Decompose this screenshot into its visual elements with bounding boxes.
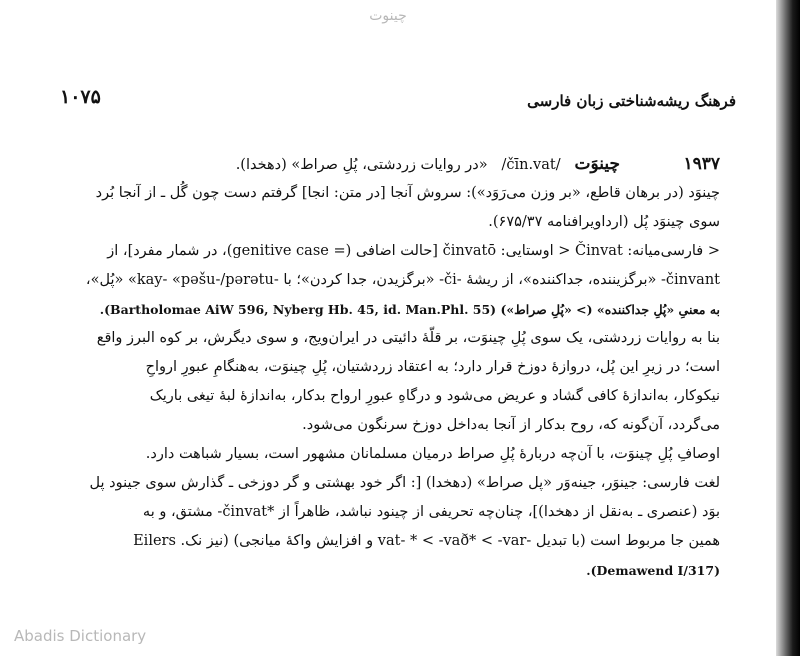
- text-line: بوَد (عنصری ـ به‌نقل از دهخدا)]، چنان‌چه تحریفی از چینود نباشد، ظاهراً از *činvat- مشتق، و به: [142, 504, 720, 520]
- headword: چینوَت: [574, 154, 620, 174]
- text-line: می‌گردد، آن‌گونه که، روح بدکار از آنجا به‌داخل دوزخ سرنگون می‌شود.: [302, 417, 720, 433]
- page-number: ۱۰۷۵: [60, 86, 101, 108]
- watermark: Abadis Dictionary: [14, 627, 147, 645]
- transcription: /čīn.vat/: [501, 157, 561, 173]
- entry-number: ۱۹۳۷: [683, 154, 720, 174]
- text-line: لغت فارسی: جینوَر، جینه‌وَر «پل صراط» (دهخدا) [: اگر خود بهشتی و گر دوزخی ـ گذارش سوی جینود پل: [89, 475, 720, 491]
- entry-headline: [236, 150, 620, 180]
- entry-heading: [42, 150, 720, 179]
- text-line: به معنیِ «پُلِ جداکننده» (> «پُلِ صراط») (Bartholomae AiW 596, Nyberg Hb. 45, id. Man.Phl. 55).: [99, 302, 720, 317]
- running-head: فرهنگ ریشه‌شناختی زبان فارسی: [527, 92, 736, 110]
- text-line: است؛ در زیرِ این پُل، دروازهٔ دوزخ قرار دارد؛ به اعتقاد زردشتیان، پُلِ چینوَت، به‌هنگامِ عبورِ ارواحِ: [145, 359, 720, 375]
- text-line: činvant- «برگزیننده، جداکننده»، از ریشهٔ -či- «برگزیدن، جدا کردن»؛ با -kay- «pəšu-/pərətu» «پُل»،: [85, 272, 720, 288]
- text-line: چینوَد (در برهان قاطع، «بر وزن می‌رَوَد»): سروش آنجا [در متن: انجا] گرفتم دست چون گُل ـ از آنجا بُرد: [95, 185, 720, 201]
- entry-body: [42, 150, 720, 585]
- page-edge-shadow: [776, 0, 800, 656]
- text-line: اوصافِ پُلِ چینوَت، با آن‌چه دربارهٔ پُلِ صراط درمیان مسلمانان مشهور است، بسیار شباهت دارد.: [145, 446, 720, 462]
- text-line: (Demawend I/317).: [586, 563, 720, 578]
- site-title: چینوت: [369, 8, 407, 24]
- text-line: < فارسی‌میانه: Činvat < اوستایی: činvatō [حالت اضافی (= genitive case)، در شمار مفرد]، از: [107, 243, 720, 259]
- text-line: نیکوکار، به‌اندازهٔ کافی گشاد و عریض می‌شود و درگاهِ عبورِ ارواح بدکار، به‌اندازهٔ لبهٔ تیغی باریک: [149, 388, 720, 404]
- text-line: همین جا مربوط است (با تبدیل -vat- * < -vað* < -var و افزایش واکهٔ میانجی) (نیز نک. Eilers: [133, 533, 720, 549]
- text-line: بنا به روایات زردشتی، یک سوی پُلِ چینوَت، بر قلّهٔ دائیتی در ایران‌ویج، و سوی دیگرش، بر کوه البرز واقع: [96, 330, 720, 346]
- text-line: سوی چینوَد پُل (ارداویرافنامه ۶۷۵/۳۷).: [488, 214, 720, 230]
- entry-gloss: «در روایات زردشتی، پُلِ صراط» (دهخدا).: [235, 157, 488, 173]
